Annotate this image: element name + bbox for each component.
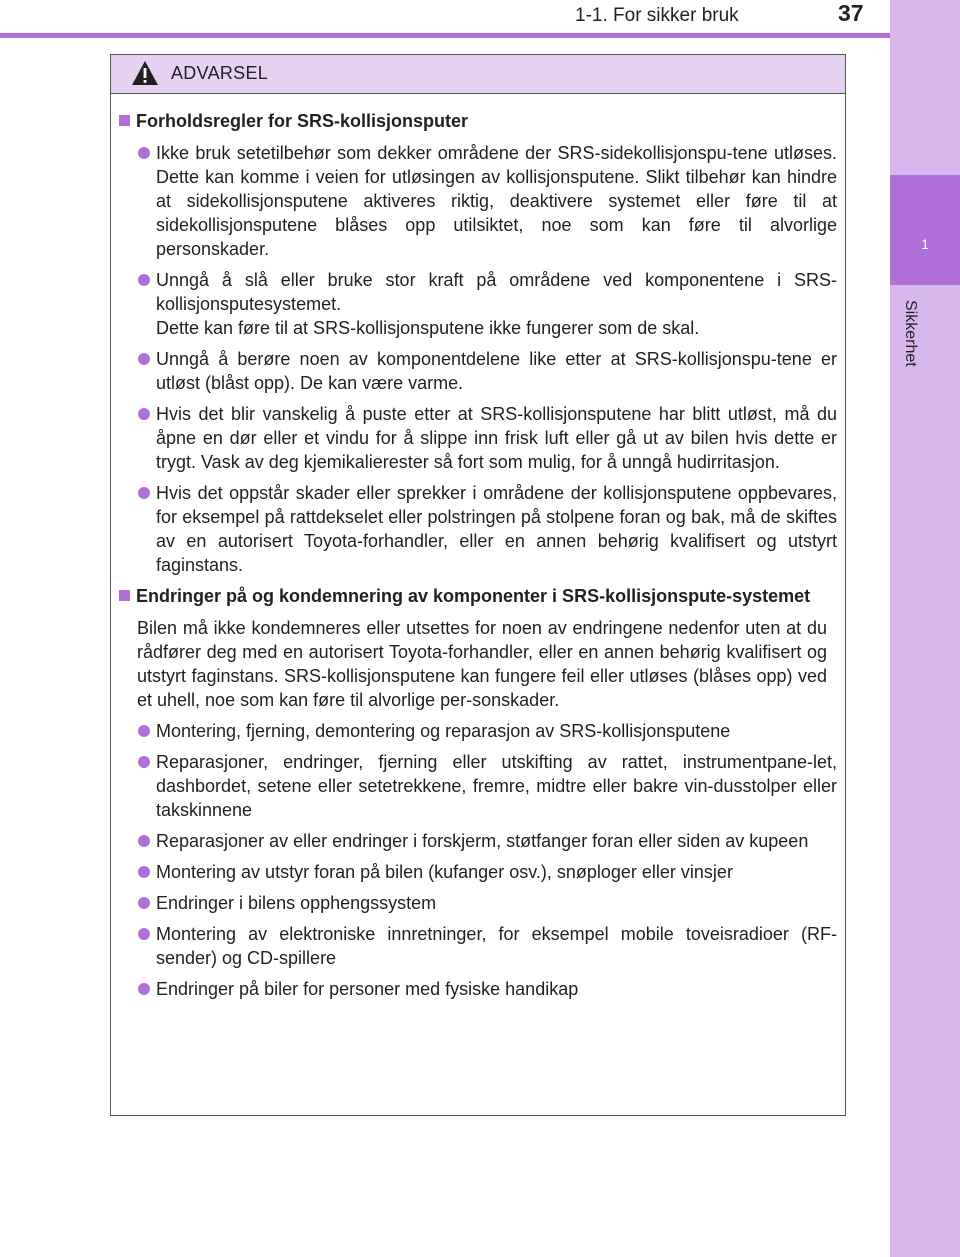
section-heading-text: Forholdsregler for SRS-kollisjonsputer: [136, 111, 469, 131]
warning-header: [111, 55, 845, 94]
list-item: [119, 402, 837, 474]
chapter-box: [890, 175, 960, 285]
list-item: [119, 141, 837, 261]
chapter-number: 1: [921, 236, 929, 252]
section-title: 1-1. For sikker bruk: [575, 5, 739, 26]
section-heading: [119, 109, 837, 133]
list-item-text: Reparasjoner, endringer, fjerning eller utskifting av rattet, instrumentpane-let, dashbordet, setene eller setetrekkene, fremre, midtre eller bakre vin-dusstolper eller takskinnene: [156, 752, 837, 820]
section-heading-text: Endringer på og kondemnering av komponenter i SRS-kollisjonspute-systemet: [136, 586, 811, 606]
list-item-text-line2: Dette kan føre til at SRS-kollisjonsputene ikke fungerer som de skal.: [156, 318, 700, 338]
list-item: [119, 977, 837, 1001]
list-item-text: Montering av elektroniske innretninger, for eksempel mobile toveisradioer (RF-sender) og CD-spillere: [156, 924, 837, 968]
circle-bullet-icon: [138, 147, 150, 159]
list-item-text: Endringer i bilens opphengssystem: [156, 893, 437, 913]
list-item: [119, 829, 837, 853]
warning-body: [111, 95, 845, 1008]
header-rule: [0, 33, 890, 38]
page-number: 37: [838, 0, 864, 26]
circle-bullet-icon: [138, 756, 150, 768]
circle-bullet-icon: [138, 725, 150, 737]
circle-bullet-icon: [138, 897, 150, 909]
list-item: [119, 922, 837, 970]
circle-bullet-icon: [138, 983, 150, 995]
list-item: [119, 860, 837, 884]
square-bullet-icon: [119, 590, 130, 601]
list-item-text: Hvis det blir vanskelig å puste etter at SRS-kollisjonsputene har blitt utløst, må du åpne en dør eller et vindu for å slippe inn frisk luft eller gå ut av bilen hvis dette er trygt. Vask av deg kjemikalierester så fort som mulig, for å unngå hudirritasjon.: [156, 404, 837, 472]
list-item-text: Unngå å slå eller bruke stor kraft på områdene ved komponentene i SRS-kollisjonsputesystemet.: [156, 270, 837, 314]
section-heading: [119, 584, 837, 608]
chapter-label: Sikkerhet: [902, 300, 919, 367]
list-item-text: Montering av utstyr foran på bilen (kufanger osv.), snøploger eller vinsjer: [156, 862, 733, 882]
circle-bullet-icon: [138, 487, 150, 499]
warning-triangle-icon: [131, 60, 159, 86]
square-bullet-icon: [119, 115, 130, 126]
list-item: [119, 750, 837, 822]
list-item: [119, 481, 837, 577]
circle-bullet-icon: [138, 866, 150, 878]
circle-bullet-icon: [138, 408, 150, 420]
circle-bullet-icon: [138, 353, 150, 365]
list-item-text: Ikke bruk setetilbehør som dekker områdene der SRS-sidekollisjonspu-tene utløses. Dette kan komme i veien for utløsingen av kollisjonsputene. Slikt tilbehør kan hindre at sidekollisjonsputene aktiveres riktig, deaktivere systemet eller føre til at sidekollisjonsputene blåses opp utilsiktet, noe som kan føre til alvorlige personskader.: [156, 143, 837, 259]
list-item-text: Montering, fjerning, demontering og reparasjon av SRS-kollisjonsputene: [156, 721, 731, 741]
circle-bullet-icon: [138, 835, 150, 847]
list-item-text: Hvis det oppstår skader eller sprekker i områdene der kollisjonsputene oppbevares, for eksempel på rattdekselet eller polstringen på stolpene foran og bak, må de skiftes av en autorisert Toyota-forhandler, eller en annen behørig kvalifisert og utstyrt faginstans.: [156, 483, 837, 575]
warning-box: [110, 54, 846, 1116]
list-item: [119, 891, 837, 915]
list-item: [119, 719, 837, 743]
circle-bullet-icon: [138, 274, 150, 286]
section-intro: Bilen må ikke kondemneres eller utsettes for noen av endringene nedenfor uten at du rådfører deg med en autorisert Toyota-forhandler, eller en annen behørig kvalifisert og utstyrt faginstans. SRS-kollisjonsputene kan fungere feil eller utløses (blåses opp) ved et uhell, noe som kan føre til alvorlige per-sonskader.: [137, 618, 827, 710]
circle-bullet-icon: [138, 928, 150, 940]
list-item-text: Reparasjoner av eller endringer i forskjerm, støtfanger foran eller siden av kupeen: [156, 831, 809, 851]
list-item-text: Unngå å berøre noen av komponentdelene like etter at SRS-kollisjonspu-tene er utløst (blåst opp). De kan være varme.: [156, 349, 837, 393]
list-item-text: Endringer på biler for personer med fysiske handikap: [156, 979, 579, 999]
warning-title: ADVARSEL: [171, 63, 269, 83]
list-item: [119, 347, 837, 395]
list-item: [119, 268, 837, 340]
